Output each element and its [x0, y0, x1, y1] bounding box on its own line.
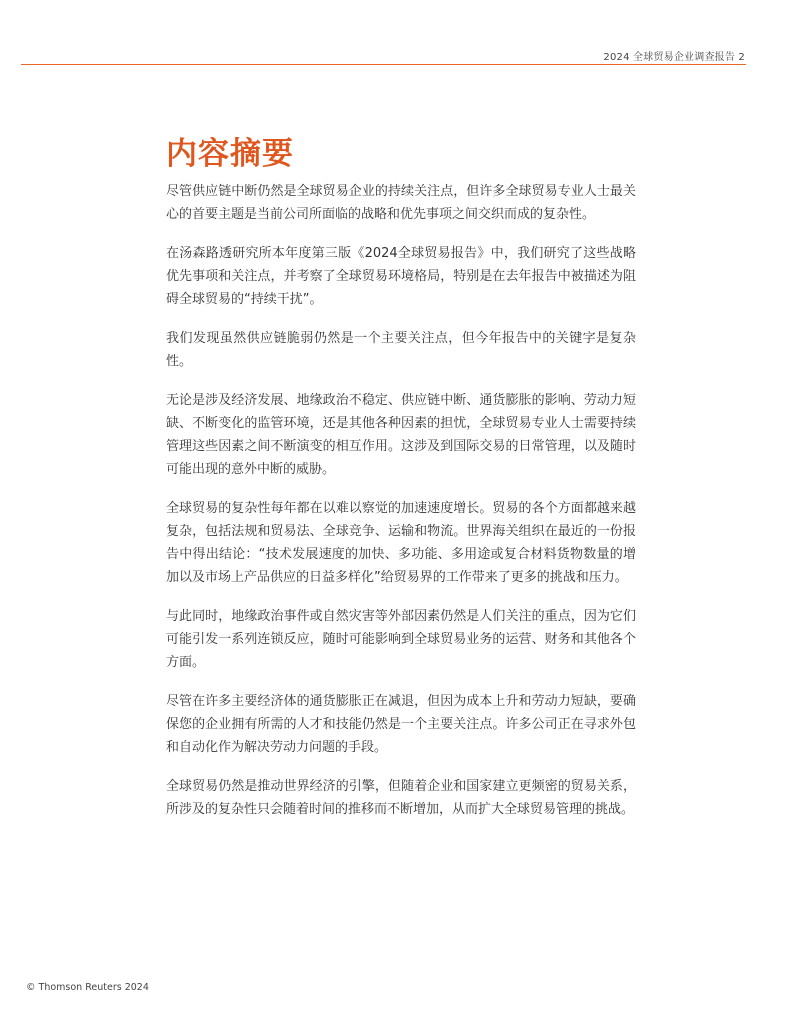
- paragraph-7: 尽管在许多主要经济体的通货膨胀正在减退，但因为成本上升和劳动力短缺，要确保您的企业拥有所需的人才和技能仍然是一个主要关注点。许多公司正在寻求外包和自动化作为解决劳动力问题的手段。: [166, 694, 636, 755]
- paragraph-5: 全球贸易的复杂性每年都在以难以察觉的加速速度增长。贸易的各个方面都越来越复杂，包括法规和贸易法、全球竞争、运输和物流。世界海关组织在最近的一份报告中得出结论：“技术发展速度的加快、多功能、多用途或复合材料货物数量的增加以及市场上产品供应的日益多样化”给贸易界的工作带来了更多的挑战和压力。: [166, 501, 636, 585]
- body-text: [166, 180, 636, 837]
- paragraph-1: 尽管供应链中断仍然是全球贸易企业的持续关注点，但许多全球贸易专业人士最关心的首要主题是当前公司所面临的战略和优先事项之间交织而成的复杂性。: [166, 184, 636, 222]
- paragraph-2: 在汤森路透研究所本年度第三版《2024全球贸易报告》中，我们研究了这些战略优先事项和关注点，并考察了全球贸易环境格局，特别是在去年报告中被描述为阻碍全球贸易的“持续干扰”。: [166, 246, 636, 307]
- running-header: 2024 全球贸易企业调查报告 2: [603, 52, 745, 63]
- paragraph-3: 我们发现虽然供应链脆弱仍然是一个主要关注点，但今年报告中的关键字是复杂性。: [166, 331, 636, 369]
- page-title: 内容摘要: [166, 136, 294, 172]
- header-divider: [21, 64, 746, 65]
- paragraph-6: 与此同时，地缘政治事件或自然灾害等外部因素仍然是人们关注的重点，因为它们可能引发一系列连锁反应，随时可能影响到全球贸易业务的运营、财务和其他各个方面。: [166, 609, 636, 670]
- copyright-footer: © Thomson Reuters 2024: [26, 982, 149, 993]
- paragraph-4: 无论是涉及经济发展、地缘政治不稳定、供应链中断、通货膨胀的影响、劳动力短缺、不断变化的监管环境，还是其他各种因素的担忧，全球贸易专业人士需要持续管理这些因素之间不断演变的相互作用。这涉及到国际交易的日常管理，以及随时可能出现的意外中断的威胁。: [166, 393, 636, 477]
- paragraph-8: 全球贸易仍然是推动世界经济的引擎，但随着企业和国家建立更频密的贸易关系，所涉及的复杂性只会随着时间的推移而不断增加，从而扩大全球贸易管理的挑战。: [166, 779, 636, 817]
